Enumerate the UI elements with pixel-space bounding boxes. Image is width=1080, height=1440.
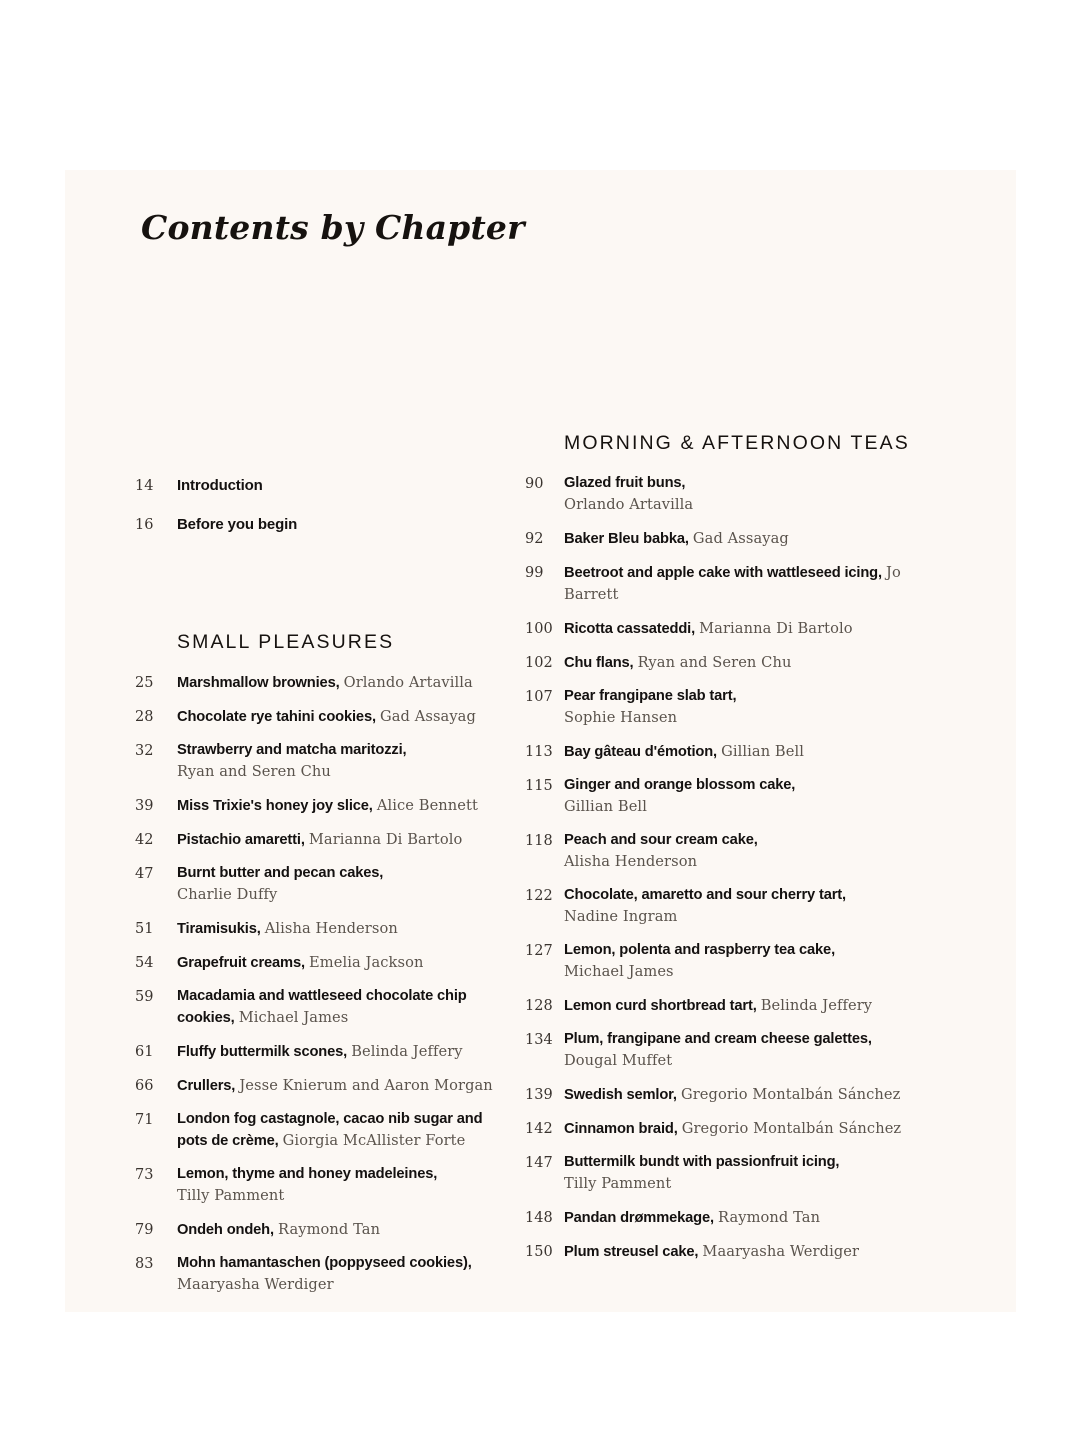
toc-entry-text: [564, 995, 905, 1017]
toc-entry[interactable]: [135, 1075, 515, 1097]
toc-entry-text: [564, 830, 905, 873]
toc-entry[interactable]: [525, 1084, 905, 1106]
toc-entry-page-number: 99: [525, 565, 544, 581]
toc-entry-page-number: 28: [135, 709, 154, 725]
toc-entry-title: Introduction: [177, 477, 263, 494]
toc-entry-page-number: 115: [525, 778, 553, 794]
toc-entry-author: Gregorio Montalbán Sánchez: [680, 1086, 901, 1103]
toc-entry-page-number: 107: [525, 689, 553, 705]
toc-entry-text: [564, 775, 905, 818]
toc-entry[interactable]: [525, 562, 905, 606]
toc-entry-text: [177, 706, 515, 728]
toc-entry[interactable]: [525, 885, 905, 928]
toc-entry-title: Miss Trixie's honey joy slice,: [177, 798, 373, 814]
toc-entry[interactable]: [525, 1029, 905, 1072]
toc-entry[interactable]: [135, 1164, 515, 1207]
toc-entry-title: Mohn hamantaschen (poppyseed cookies),: [177, 1255, 472, 1271]
toc-entry-title: Pandan drømmekage,: [564, 1210, 714, 1226]
toc-entry-author: Tilly Pamment: [564, 1175, 672, 1192]
toc-entry-title: Plum, frangipane and cream cheese galettes,: [564, 1031, 872, 1047]
toc-entry-page-number: 71: [135, 1112, 154, 1128]
toc-entry-title: Plum streusel cake,: [564, 1244, 699, 1260]
toc-entry-page-number: 113: [525, 744, 553, 760]
contents-page-sheet: [65, 170, 1016, 1312]
toc-entry-page-number: 83: [135, 1256, 154, 1272]
toc-entry[interactable]: [135, 986, 515, 1029]
toc-entry-text: [177, 1075, 515, 1097]
toc-entry-author: Gregorio Montalbán Sánchez: [681, 1120, 902, 1137]
toc-entry-page-number: 142: [525, 1121, 553, 1137]
toc-entry-author: Maaryasha Werdiger: [702, 1243, 860, 1260]
toc-entry-text: [564, 885, 905, 928]
toc-entry-title: Peach and sour cream cake,: [564, 832, 758, 848]
toc-entry[interactable]: [525, 995, 905, 1017]
toc-entry[interactable]: [135, 1253, 515, 1296]
contents-column-right: [525, 432, 910, 1275]
toc-entry-title: Bay gâteau d'émotion,: [564, 744, 717, 760]
toc-entry-text: [564, 473, 905, 516]
toc-entry-page-number: 66: [135, 1078, 154, 1094]
toc-entry-text: [564, 562, 905, 606]
toc-entry-title: Chocolate, amaretto and sour cherry tart,: [564, 887, 846, 903]
toc-entry-page-number: 54: [135, 955, 154, 971]
toc-entry[interactable]: [525, 741, 905, 763]
toc-entry-text: [177, 514, 515, 535]
toc-entry-text: [177, 952, 515, 974]
toc-entry[interactable]: [135, 863, 515, 906]
toc-entry-page-number: 90: [525, 476, 544, 492]
toc-entry-author: Gad Assayag: [379, 708, 476, 725]
toc-entry-title: Marshmallow brownies,: [177, 675, 340, 691]
toc-entry-page-number: 150: [525, 1244, 553, 1260]
toc-entry-text: [564, 1118, 905, 1140]
contents-column-left: [135, 475, 515, 1308]
toc-entry-page-number: 61: [135, 1044, 154, 1060]
toc-entry-author: Alisha Henderson: [564, 853, 698, 870]
toc-entry[interactable]: [525, 528, 905, 550]
toc-entry-text: [177, 1041, 515, 1063]
toc-entry[interactable]: [525, 686, 905, 729]
toc-entry-page-number: 92: [525, 531, 544, 547]
toc-entry-title: Fluffy buttermilk scones,: [177, 1044, 348, 1060]
toc-entry-page-number: 47: [135, 866, 154, 882]
toc-entry-page-number: 100: [525, 621, 553, 637]
toc-entry[interactable]: [135, 740, 515, 783]
toc-entry-author: Orlando Artavilla: [343, 674, 473, 691]
toc-entry-author: Raymond Tan: [718, 1209, 821, 1226]
section-spacer: [135, 553, 515, 631]
toc-entry[interactable]: [525, 940, 905, 983]
toc-entry-page-number: 118: [525, 833, 553, 849]
toc-entry-page-number: 127: [525, 943, 553, 959]
toc-entry-text: [177, 986, 515, 1029]
toc-entry-author: Ryan and Seren Chu: [637, 654, 792, 671]
toc-entry-text: [177, 475, 515, 496]
toc-entry-title: Crullers,: [177, 1078, 236, 1094]
toc-entry-title: Lemon curd shortbread tart,: [564, 998, 757, 1014]
toc-entry-page-number: 42: [135, 832, 154, 848]
toc-entry-text: [564, 652, 905, 674]
toc-entry-title: Macadamia and wattleseed chocolate chip cookies,: [177, 988, 467, 1026]
toc-entry-text: [564, 1207, 905, 1229]
toc-entry-page-number: 14: [135, 478, 154, 494]
toc-entry-text: [177, 795, 515, 817]
toc-entry-title: Lemon, polenta and raspberry tea cake,: [564, 942, 836, 958]
page-title: Contents by Chapter: [141, 208, 525, 247]
toc-entry-author: Dougal Muffet: [564, 1052, 673, 1069]
toc-entry[interactable]: [525, 618, 905, 640]
toc-entry-author: Alice Bennett: [376, 797, 478, 814]
toc-entry-author: Marianna Di Bartolo: [699, 620, 853, 637]
toc-entry-page-number: 32: [135, 743, 154, 759]
toc-entry-page-number: 122: [525, 888, 553, 904]
toc-entry-text: [564, 528, 905, 550]
toc-entry-author: Emelia Jackson: [309, 954, 424, 971]
toc-entry-page-number: 128: [525, 998, 553, 1014]
toc-entry[interactable]: [135, 672, 515, 694]
toc-entry-page-number: 79: [135, 1222, 154, 1238]
toc-entry-title: Glazed fruit buns,: [564, 475, 686, 491]
toc-entry-author: Tilly Pamment: [177, 1187, 285, 1204]
toc-entry-title: Buttermilk bundt with passionfruit icing,: [564, 1154, 840, 1170]
toc-entry-author: Sophie Hansen: [564, 709, 678, 726]
toc-entry-title: Beetroot and apple cake with wattleseed icing,: [564, 565, 882, 581]
toc-entry[interactable]: [525, 1152, 905, 1195]
toc-entry-page-number: 102: [525, 655, 553, 671]
toc-entry-text: [564, 618, 905, 640]
toc-entry-text: [564, 1084, 905, 1106]
toc-entry-author: Belinda Jeffery: [760, 997, 873, 1014]
toc-entry-author: Orlando Artavilla: [564, 496, 694, 513]
toc-entry-title: Grapefruit creams,: [177, 955, 305, 971]
heading-gap: [525, 455, 905, 473]
toc-entry[interactable]: [525, 1241, 905, 1263]
toc-entry[interactable]: [135, 475, 515, 497]
toc-entry[interactable]: [525, 1118, 905, 1140]
toc-entry[interactable]: [135, 952, 515, 974]
toc-entry-author: Jesse Knierum and Aaron Morgan: [239, 1077, 493, 1094]
toc-entry-page-number: 147: [525, 1155, 553, 1171]
toc-entry-title: Ondeh ondeh,: [177, 1222, 274, 1238]
toc-section-heading: MORNING & AFTERNOON TEAS: [564, 432, 910, 454]
toc-entry-title: Baker Bleu babka,: [564, 531, 689, 547]
toc-entry-title: Chocolate rye tahini cookies,: [177, 709, 376, 725]
toc-entry-author: Charlie Duffy: [177, 886, 278, 903]
toc-entry[interactable]: [525, 775, 905, 818]
toc-entry-author: Jo Barrett: [564, 564, 901, 603]
toc-entry-text: [564, 741, 905, 763]
toc-entry-page-number: 148: [525, 1210, 553, 1226]
toc-entry-author: Raymond Tan: [278, 1221, 381, 1238]
toc-entry-text: [564, 686, 905, 729]
toc-entry-author: Gillian Bell: [721, 743, 805, 760]
toc-entry-page-number: 51: [135, 921, 154, 937]
toc-entry-title: London fog castagnole, cacao nib sugar and pots de crème,: [177, 1111, 483, 1149]
toc-entry-text: [177, 740, 515, 783]
toc-entry-author: Marianna Di Bartolo: [308, 831, 463, 848]
toc-entry[interactable]: [135, 514, 515, 536]
toc-entry-text: [177, 1164, 515, 1207]
toc-entry-text: [564, 1029, 905, 1072]
toc-entry-text: [177, 918, 515, 940]
toc-entry-text: [564, 1152, 905, 1195]
toc-entry-text: [177, 1219, 515, 1241]
toc-entry-text: [177, 672, 515, 694]
toc-entry-title: Before you begin: [177, 516, 298, 533]
toc-entry-title: Chu flans,: [564, 655, 634, 671]
toc-entry-page-number: 134: [525, 1032, 553, 1048]
toc-entry-text: [564, 940, 905, 983]
toc-entry[interactable]: [135, 795, 515, 817]
toc-entry-author: Alisha Henderson: [264, 920, 398, 937]
toc-entry-title: Cinnamon braid,: [564, 1121, 678, 1137]
toc-entry-title: Pear frangipane slab tart,: [564, 688, 737, 704]
toc-entry-author: Nadine Ingram: [564, 908, 678, 925]
toc-entry-author: Maaryasha Werdiger: [177, 1276, 334, 1293]
toc-section-heading: SMALL PLEASURES: [177, 631, 395, 653]
toc-entry-text: [177, 829, 515, 851]
toc-entry-author: Gillian Bell: [564, 798, 647, 815]
toc-entry[interactable]: [135, 1041, 515, 1063]
toc-entry-text: [177, 1253, 515, 1296]
toc-entry-title: Burnt butter and pecan cakes,: [177, 865, 384, 881]
toc-entry[interactable]: [525, 473, 905, 516]
heading-gap: [135, 654, 515, 672]
toc-entry-title: Ricotta cassateddi,: [564, 621, 696, 637]
toc-entry-title: Ginger and orange blossom cake,: [564, 777, 796, 793]
toc-entry[interactable]: [525, 830, 905, 873]
toc-entry-text: [177, 1109, 515, 1152]
toc-entry[interactable]: [135, 829, 515, 851]
toc-entry[interactable]: [525, 1207, 905, 1229]
toc-entry-title: Lemon, thyme and honey madeleines,: [177, 1166, 438, 1182]
toc-entry-title: Strawberry and matcha maritozzi,: [177, 742, 407, 758]
toc-entry-page-number: 139: [525, 1087, 553, 1103]
toc-entry-page-number: 16: [135, 517, 154, 533]
toc-entry-title: Swedish semlor,: [564, 1087, 677, 1103]
toc-entry-title: Pistachio amaretti,: [177, 832, 305, 848]
toc-entry[interactable]: [135, 918, 515, 940]
toc-entry-page-number: 73: [135, 1167, 154, 1183]
toc-entry-title: Tiramisukis,: [177, 921, 261, 937]
toc-entry[interactable]: [135, 1109, 515, 1152]
contents-columns: [65, 170, 1016, 1312]
toc-entry-page-number: 59: [135, 989, 154, 1005]
toc-entry-page-number: 39: [135, 798, 154, 814]
toc-entry-author: Belinda Jeffery: [351, 1043, 463, 1060]
toc-entry-text: [177, 863, 515, 906]
toc-entry-author: Ryan and Seren Chu: [177, 763, 331, 780]
toc-entry-author: Michael James: [238, 1009, 349, 1026]
toc-entry-text: [564, 1241, 905, 1263]
toc-entry[interactable]: [135, 1219, 515, 1241]
toc-entry[interactable]: [525, 652, 905, 674]
toc-entry[interactable]: [135, 706, 515, 728]
toc-entry-author: Gad Assayag: [692, 530, 789, 547]
toc-entry-page-number: 25: [135, 675, 154, 691]
toc-entry-author: Giorgia McAllister Forte: [282, 1132, 466, 1149]
toc-entry-author: Michael James: [564, 963, 674, 980]
